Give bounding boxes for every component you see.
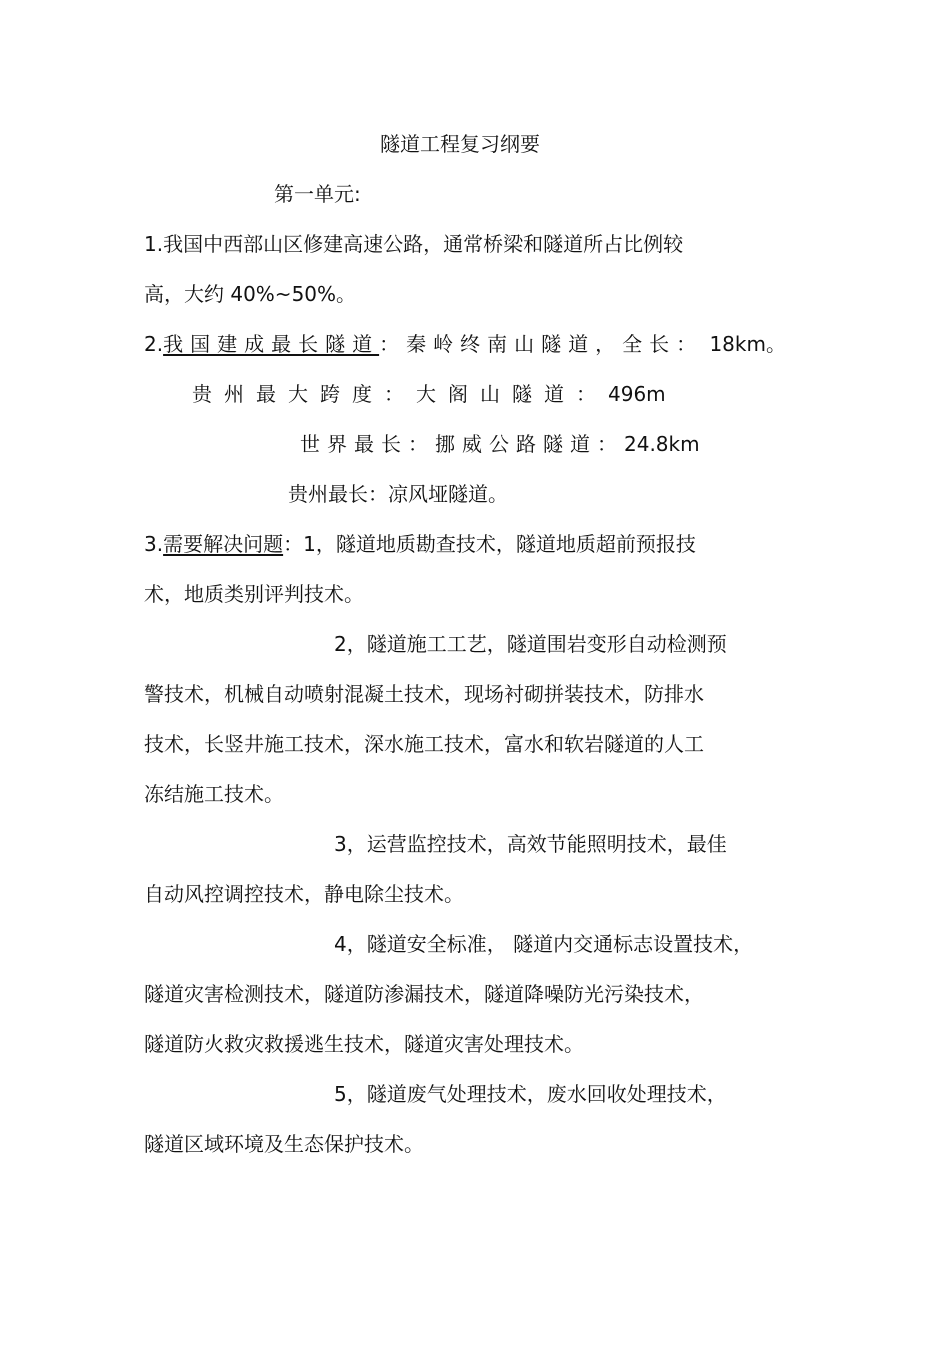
item3-p5-line1: 5，隧道废气处理技术，废水回收处理技术， <box>334 1082 727 1106</box>
guizhou-longest-line: 贵州最长：凉风垭隧道。 <box>288 482 508 506</box>
item3-p4-line2: 隧道灾害检测技术，隧道防渗漏技术，隧道降噪防光污染技术， <box>144 982 704 1006</box>
item2-label: 我国建成最长隧道 <box>163 332 380 356</box>
world-longest-value: 24.8km <box>624 432 700 456</box>
item1-line2: 高，大约 40%~50%。 <box>144 282 357 306</box>
document-title: 隧道工程复习纲要 <box>380 132 540 156</box>
unit-heading: 第一单元: <box>274 182 361 206</box>
guizhou-span-text: 贵州最大跨度：大阁山隧道： <box>192 382 608 406</box>
item3-p2-line1: 2，隧道施工工艺，隧道围岩变形自动检测预 <box>334 632 727 656</box>
world-longest-line <box>300 431 700 457</box>
item3-p5-line2: 隧道区域环境及生态保护技术。 <box>144 1132 424 1156</box>
item3-p2-line2: 警技术，机械自动喷射混凝土技术，现场衬砌拼装技术，防排水 <box>144 682 704 706</box>
item2-value: 18km。 <box>703 332 786 356</box>
item3-p3-line1: 3，运营监控技术，高效节能照明技术，最佳 <box>334 832 727 856</box>
item3-number: 3. <box>144 532 164 556</box>
item3-p2-line4: 冻结施工技术。 <box>144 782 284 806</box>
item3-p3-line2: 自动风控调控技术，静电除尘技术。 <box>144 882 464 906</box>
guizhou-span-line <box>192 381 666 407</box>
item3-line1 <box>144 531 696 557</box>
item3-p1-line2: 术，地质类别评判技术。 <box>144 582 364 606</box>
item3-p4-line3: 隧道防火救灾救援逃生技术，隧道灾害处理技术。 <box>144 1032 584 1056</box>
guizhou-span-value: 496m <box>608 382 666 406</box>
item2-number: 2. <box>144 332 164 356</box>
item1-line1: 1.我国中西部山区修建高速公路，通常桥梁和隧道所占比例较 <box>144 232 684 256</box>
item2-text: ：秦岭终南山隧道，全长： <box>379 332 704 356</box>
world-longest-text: 世界最长：挪威公路隧道： <box>300 432 624 456</box>
item3-label: 需要解决问题 <box>163 532 284 556</box>
item3-p2-line3: 技术，长竖井施工技术，深水施工技术，富水和软岩隧道的人工 <box>144 732 704 756</box>
item3-p4-line1: 4，隧道安全标准， 隧道内交通标志设置技术， <box>334 932 754 956</box>
item3-p1-line1: ：1，隧道地质勘查技术，隧道地质超前预报技 <box>283 532 696 556</box>
item2-line <box>144 331 786 357</box>
